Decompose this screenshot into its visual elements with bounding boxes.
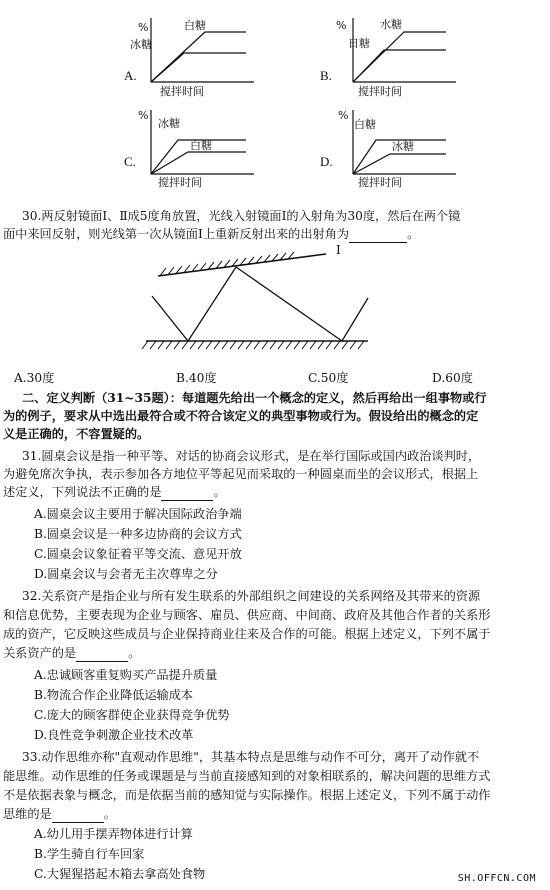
q30-option-a: A.30度 <box>14 371 55 385</box>
q30-answer-blank <box>349 226 407 243</box>
q31-option-c: C.圆桌会议象征着平等交流、意见开放 <box>34 547 242 561</box>
graph-d-y-unit: % <box>338 109 349 122</box>
mirror-diagram-svg <box>140 248 380 356</box>
graph-option-d <box>320 104 470 214</box>
q32-option-a: A.忠诚顾客重复购买产品提升质量 <box>34 668 218 682</box>
graph-b-x-label: 搅拌时间 <box>358 85 402 98</box>
q31-option-d: D.圆桌会议与会者无主次尊卑之分 <box>34 567 218 581</box>
q30-line-2: 面中来回反射，则光线第一次从镜面Ⅰ上重新反射出来的出射角为 。 <box>3 227 420 241</box>
q31-answer-blank <box>161 484 213 501</box>
q31-line-3-text: 述定义，下列说法不正确的是 <box>3 485 162 499</box>
graph-a-letter: A. <box>124 68 137 83</box>
section2-line-2: 为的例子，要求从中选出最符合或不符合该定义的典型事物或行为。假设给出的概念的定 <box>3 409 479 423</box>
q30-option-b: B.40度 <box>176 371 217 385</box>
graph-b-lower-label: 日糖 <box>348 37 370 50</box>
q31-option-a: A.圆桌会议主要用于解决国际政治争端 <box>34 507 242 521</box>
q32-option-d: D.良性竞争刺激企业技术改革 <box>34 728 194 742</box>
section2-line-1: 二、定义判断（31~35题）：每道题先给出一个概念的定义，然后再给出一组事物或行 <box>22 391 487 405</box>
q33-option-a: A.幼儿用手摆弄物体进行计算 <box>34 827 193 841</box>
graph-b-y-unit: % <box>336 19 347 32</box>
q31-line-2: 为避免席次争执，表示参加各方地位平等起见而采取的一种圆桌而坐的会议形式，根据上 <box>3 467 479 481</box>
mirror-diagram <box>140 243 380 356</box>
section2-line-3: 义是正确的，不容置疑的。 <box>3 427 150 441</box>
graph-c-x-label: 搅拌时间 <box>158 176 202 189</box>
q32-answer-blank <box>76 645 128 662</box>
q30-line-1: 30.两反射镜面Ⅰ、Ⅱ成5度角放置，光线入射镜面Ⅰ的入射角为30度，然后在两个镜 <box>22 209 461 223</box>
graph-d-x-label: 搅拌时间 <box>358 176 402 189</box>
q32-line-1: 32.关系资产是指企业与所有发生联系的外部组织之间建设的关系网络及其带来的资源 <box>22 589 481 603</box>
graph-a-y-unit: % <box>138 21 149 34</box>
q33-line-3: 不是依据表象与概念，而是依据当前的感知觉与实际操作。根据上述定义，下列不属于动作 <box>3 788 491 802</box>
q33-line-1: 33.动作思维亦称"直观动作思维"，其基本特点是思维与动作不可分，离开了动作就不 <box>22 750 480 764</box>
q32-line-4: 关系资产的是 。 <box>3 646 141 660</box>
graph-d-plot <box>330 104 470 214</box>
q33-option-b: B.学生骑自行车回家 <box>34 847 145 861</box>
graph-a-x-label: 搅拌时间 <box>160 85 204 98</box>
q32-line-4-text: 关系资产的是 <box>3 646 77 660</box>
graph-b-upper-label: 水糖 <box>380 18 402 31</box>
q30-option-c: C.50度 <box>308 371 349 385</box>
graph-c-letter: C. <box>124 154 136 169</box>
q30-line-2-text: 面中来回反射，则光线第一次从镜面Ⅰ上重新反射出来的出射角为 <box>3 227 350 241</box>
graph-c-plot <box>128 104 268 214</box>
graph-option-c <box>124 104 268 214</box>
q30-option-d: D.60度 <box>432 371 473 385</box>
q32-option-b: B.物流合作企业降低运输成本 <box>34 688 194 702</box>
q31-line-3: 述定义，下列说法不正确的是 。 <box>3 485 226 499</box>
graph-d-letter: D. <box>320 154 333 169</box>
q32-line-2: 和信息优势，主要表现为企业与顾客、雇员、供应商、中间商、政府及其他合作者的关系形 <box>3 608 491 622</box>
graph-b-letter: B. <box>320 68 332 83</box>
watermark-url: SH.OFFCN.COM <box>457 873 536 884</box>
q33-answer-blank <box>52 806 104 823</box>
graph-a-upper-label: 白糖 <box>184 19 206 32</box>
q33-line-4: 思维的是 。 <box>3 807 116 821</box>
q32-line-3: 成的资产，它反映这些成员与企业保持商业往来及合作的可能。根据上述定义，下列不属于 <box>3 627 491 641</box>
graph-c-upper-label: 冰糖 <box>158 117 180 130</box>
q33-line-4-text: 思维的是 <box>3 807 52 821</box>
q33-option-c: C.大猩猩搭起木箱去拿高处食物 <box>34 867 206 881</box>
q32-option-c: C.庞大的顾客群使企业获得竞争优势 <box>34 708 230 722</box>
graph-c-y-unit: % <box>138 109 149 122</box>
graph-d-upper-label: 白糖 <box>354 118 376 131</box>
graph-a-lower-label: 冰糖 <box>130 38 152 51</box>
graph-c-lower-label: 白糖 <box>190 139 212 152</box>
q31-option-b: B.圆桌会议是一种多边协商的会议方式 <box>34 527 242 541</box>
graph-d-lower-label: 冰糖 <box>392 140 414 153</box>
q31-line-1: 31.圆桌会议是指一种平等、对话的协商会议形式，是在举行国际或国内政治谈判时， <box>22 449 481 463</box>
mirror-label-i: I <box>336 243 341 257</box>
q33-line-2: 能思维。动作思维的任务或课题是与当前直接感知到的对象相联系的，解决问题的思维方式 <box>3 769 491 783</box>
